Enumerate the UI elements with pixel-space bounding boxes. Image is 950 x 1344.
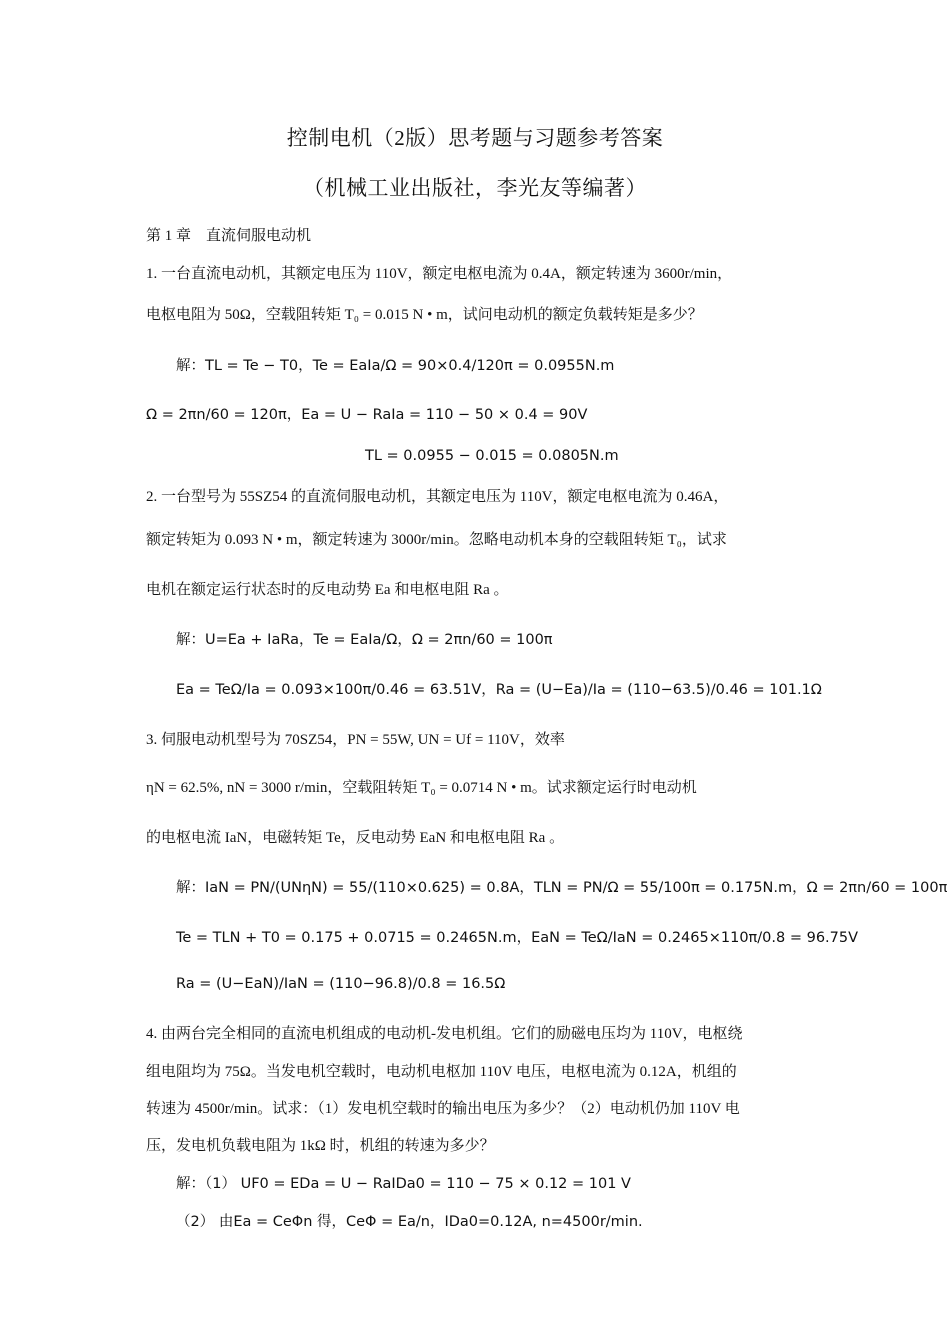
q2-line1: 2. 一台型号为 55SZ54 的直流伺服电动机，其额定电压为 110V，额定电枢电流为 0.46A，	[146, 489, 729, 505]
q4-line1: 4. 由两台完全相同的直流电机组成的电动机-发电机组。它们的励磁电压均为 110V，电枢绕	[146, 1026, 743, 1042]
q3-line3: 的电枢电流 IaN，电磁转矩 Te，反电动势 EaN 和电枢电阻 Ra 。	[146, 830, 565, 846]
q1-solution-3: TL = 0.0955 − 0.015 = 0.0805N.m	[365, 448, 619, 464]
q4-line3: 转速为 4500r/min。试求：（1）发电机空载时的输出电压为多少？（2）电动机仍加 110V 电	[146, 1101, 740, 1117]
q2-line2: 额定转矩为 0.093 N • m，额定转速为 3000r/min。忽略电动机本身的空载阻转矩 T₀，试求	[146, 532, 727, 548]
q3-solution-1: 解：IaN = PN/(UNηN) = 55/(110×0.625) = 0.8A，TLN = PN/Ω = 55/100π = 0.175N.m，Ω = 2πn/60 = 100π	[176, 880, 948, 896]
chapter-heading: 第 1 章 直流伺服电动机	[146, 228, 312, 244]
q3-solution-3: Ra = (U−EaN)/IaN = (110−96.8)/0.8 = 16.5Ω	[176, 976, 506, 992]
page-subtitle: （机械工业出版社，李光友等编著）	[303, 176, 647, 200]
q2-solution-1: 解：U=Ea + IaRa，Te = EaIa/Ω，Ω = 2πn/60 = 100π	[176, 632, 553, 648]
q3-solution-2: Te = TLN + T0 = 0.175 + 0.0715 = 0.2465N.m，EaN = TeΩ/IaN = 0.2465×110π/0.8 = 96.75V	[176, 930, 859, 946]
q4-solution-1: 解：（1） UF0 = EDa = U − RaIDa0 = 110 − 75 × 0.12 = 101 V	[176, 1176, 631, 1192]
q2-line3: 电机在额定运行状态时的反电动势 Ea 和电枢电阻 Ra 。	[146, 582, 509, 598]
page-title: 控制电机（2版）思考题与习题参考答案	[286, 126, 664, 150]
q1-solution-2: Ω = 2πn/60 = 120π，Ea = U − RaIa = 110 − 50 × 0.4 = 90V	[146, 407, 588, 423]
q3-line2: ηN = 62.5%, nN = 3000 r/min，空载阻转矩 T₀ = 0.0714 N • m。试求额定运行时电动机	[146, 780, 697, 796]
q1-line2: 电枢电阻为 50Ω，空载阻转矩 T₀ = 0.015 N • m，试问电动机的额定负载转矩是多少？	[146, 307, 703, 323]
q1-solution-1: 解：TL = Te − T0，Te = EaIa/Ω = 90×0.4/120π = 0.0955N.m	[176, 358, 615, 374]
q3-line1: 3. 伺服电动机型号为 70SZ54，PN = 55W, UN = Uf = 110V，效率	[146, 732, 565, 748]
q1-line1: 1. 一台直流电动机，其额定电压为 110V，额定电枢电流为 0.4A，额定转速为 3600r/min，	[146, 266, 733, 282]
q4-line4: 压，发电机负载电阻为 1kΩ 时，机组的转速为多少？	[146, 1138, 495, 1154]
q2-solution-2: Ea = TeΩ/Ia = 0.093×100π/0.46 = 63.51V，Ra = (U−Ea)/Ia = (110−63.5)/0.46 = 101.1Ω	[176, 682, 822, 698]
q4-line2: 组电阻均为 75Ω。当发电机空载时，电动机电枢加 110V 电压，电枢电流为 0.12A，机组的	[146, 1064, 737, 1080]
q4-solution-2: （2） 由Ea = CeΦn 得，CeΦ = Ea/n，IDa0=0.12A, n=4500r/min.	[176, 1214, 643, 1230]
